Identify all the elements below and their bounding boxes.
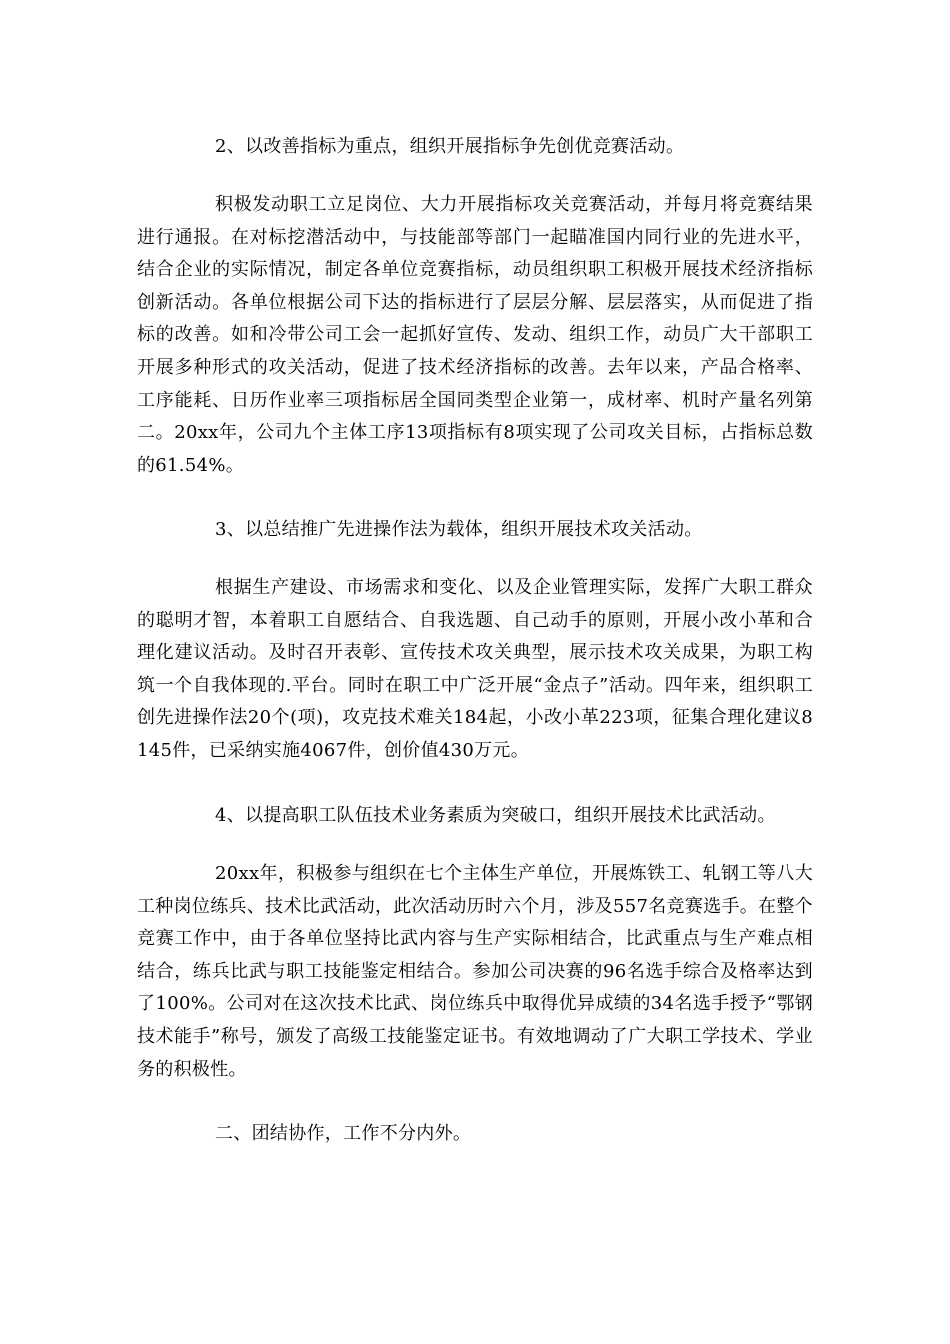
paragraph-technical-breakthrough: 根据生产建设、市场需求和变化、以及企业管理实际，发挥广大职工群众的聪明才智，本着职工自愿结合、自我选题、自己动手的原则，开展小改小革和合理化建议活动。及时召开表彰、宣传技术攻关典型，展示技术攻关成果，为职工构筑一个自我体现的.平台。同时在职工中广泛开展“金点子”活动。四年来，组织职工创先进操作法20个(项)，攻克技术难关184起，小改小革223项，征集合理化建议8145件，已采纳实施4067件，创价值430万元。 [137,577,813,761]
paragraph-skills-competition: 20xx年，积极参与组织在七个主体生产单位，开展炼铁工、轧钢工等八大工种岗位练兵、技术比武活动，此次活动历时六个月，涉及557名竞赛选手。在整个竞赛工作中，由于各单位坚持比武内容与生产实际相结合，比武重点与生产难点相结合，练兵比武与职工技能鉴定相结合。参加公司决赛的96名选手综合及格率达到了100%。公司对在这次技术比武、岗位练兵中取得优异成绩的34名选手授予“鄂钢技术能手”称号，颁发了高级工技能鉴定证书。有效地调动了广大职工学技术、学业务的积极性。 [137,863,813,1080]
section-heading-4: 4、以提高职工队伍技术业务素质为突破口，组织开展技术比武活动。 [215,805,776,826]
section-heading-two: 二、团结协作，工作不分内外。 [215,1123,472,1144]
section-heading-2: 2、以改善指标为重点，组织开展指标争先创优竞赛活动。 [215,136,685,157]
section-heading-3: 3、以总结推广先进操作法为载体，组织开展技术攻关活动。 [215,519,703,540]
paragraph-indicator-competition: 积极发动职工立足岗位、大力开展指标攻关竞赛活动，并每月将竞赛结果进行通报。在对标挖潜活动中，与技能部等部门一起瞄准国内同行业的先进水平，结合企业的实际情况，制定各单位竞赛指标，动员组织职工积极开展技术经济指标创新活动。各单位根据公司下达的指标进行了层层分解、层层落实，从而促进了指标的改善。如和冷带公司工会一起抓好宣传、发动、组织工作，动员广大干部职工开展多种形式的攻关活动，促进了技术经济指标的改善。去年以来，产品合格率、工序能耗、日历作业率三项指标居全国同类型企业第一，成材率、机时产量名列第二。20xx年，公司九个主体工序13项指标有8项实现了公司攻关目标，占指标总数的61.54%。 [137,194,813,476]
